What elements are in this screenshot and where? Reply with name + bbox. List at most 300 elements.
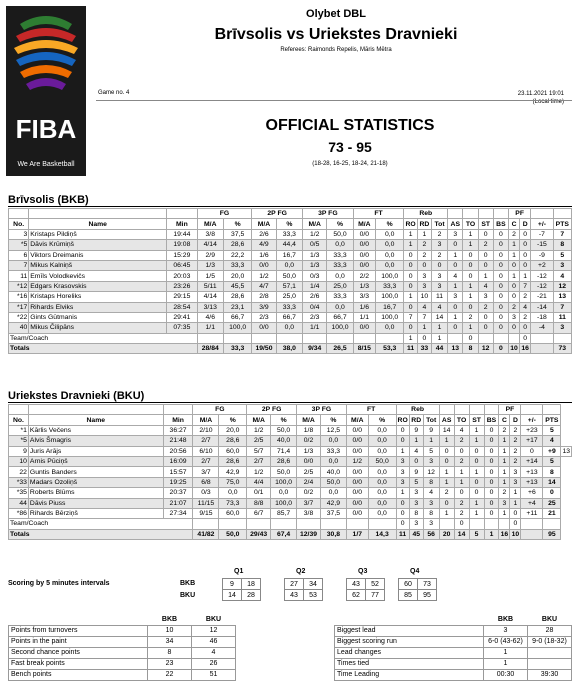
stat-cell: +11 bbox=[521, 508, 543, 518]
stat-cell: 6/7 bbox=[247, 508, 271, 518]
group-header: FG bbox=[197, 209, 252, 219]
stat-cell: 6/8 bbox=[193, 477, 219, 487]
stat-cell: 1/3 bbox=[197, 260, 223, 270]
game-header bbox=[100, 8, 572, 53]
interval-cell: 52 bbox=[366, 579, 385, 590]
stat-cell: 100,0 bbox=[376, 271, 404, 281]
player-row bbox=[9, 250, 572, 260]
stat-cell: Kristaps Horeliks bbox=[29, 292, 167, 302]
stat-cell: 36:27 bbox=[163, 425, 193, 435]
stat-cell: 2 bbox=[454, 508, 469, 518]
stat-cell: 0 bbox=[463, 250, 478, 260]
stat-cell bbox=[493, 333, 508, 343]
stat-cell: 1 bbox=[448, 250, 463, 260]
stat-cell: 1/2 bbox=[346, 456, 368, 466]
misc-value: 3 bbox=[484, 625, 528, 636]
stat-cell: 2/7 bbox=[193, 456, 219, 466]
stat-cell bbox=[499, 519, 510, 529]
col-blank bbox=[9, 405, 29, 415]
stat-cell: 1 bbox=[469, 508, 484, 518]
stat-cell: 2/6 bbox=[252, 229, 276, 239]
interval-cell: 73 bbox=[418, 579, 437, 590]
stat-cell: -4 bbox=[531, 323, 553, 333]
stat-cell: 0 bbox=[478, 323, 493, 333]
stat-cell: 4/14 bbox=[197, 292, 223, 302]
stat-cell: 11/15 bbox=[193, 498, 219, 508]
col-blank bbox=[521, 405, 543, 415]
stat-cell: 5 bbox=[543, 425, 561, 435]
group-header: FT bbox=[346, 405, 396, 415]
stat-cell: 3 bbox=[553, 260, 571, 270]
interval-cell: 53 bbox=[304, 590, 323, 601]
stat-cell bbox=[297, 519, 321, 529]
stat-cell: 0/0 bbox=[346, 508, 368, 518]
stat-cell: 28,6 bbox=[271, 456, 297, 466]
column-header: Name bbox=[29, 219, 167, 229]
stat-cell: 1/6 bbox=[252, 250, 276, 260]
stat-cell: 33,3 bbox=[327, 250, 353, 260]
stat-cell: -7 bbox=[531, 229, 553, 239]
stat-cell: 4 bbox=[448, 271, 463, 281]
column-header: % bbox=[219, 415, 247, 425]
stat-cell: 1 bbox=[499, 456, 510, 466]
stat-cell: Dāvis Krūmiņš bbox=[29, 240, 167, 250]
stat-cell: 6 bbox=[9, 250, 29, 260]
player-row bbox=[9, 281, 572, 291]
misc-header-blank bbox=[9, 614, 148, 625]
quarter-box bbox=[222, 578, 261, 601]
column-header: % bbox=[376, 219, 404, 229]
stat-cell: 11 bbox=[9, 271, 29, 281]
stat-cell bbox=[376, 333, 404, 343]
stat-cell: -14 bbox=[531, 302, 553, 312]
stat-cell: 0/0 bbox=[346, 446, 368, 456]
stat-cell: 0 bbox=[404, 271, 417, 281]
stat-cell: 29:41 bbox=[167, 312, 197, 322]
stat-cell: 16 bbox=[500, 530, 509, 538]
stat-cell: 0 bbox=[478, 250, 493, 260]
misc-label: Lead changes bbox=[335, 647, 484, 658]
stat-cell: 1 bbox=[463, 240, 478, 250]
stat-cell: 2 bbox=[439, 488, 454, 498]
stat-cell: 3 bbox=[396, 477, 409, 487]
stat-cell: 2 bbox=[417, 240, 431, 250]
stat-cell: 0/3 bbox=[303, 271, 327, 281]
column-header: RD bbox=[409, 415, 423, 425]
stat-cell: 12 bbox=[553, 281, 571, 291]
stat-cell: 0/0 bbox=[353, 260, 375, 270]
svg-text:We Are Basketball: We Are Basketball bbox=[17, 161, 75, 168]
totals-row bbox=[9, 529, 572, 539]
stat-cell: 20 bbox=[439, 529, 454, 539]
misc-header-blank bbox=[335, 614, 484, 625]
stat-cell: 9/34 bbox=[303, 344, 327, 354]
stat-cell: 14 bbox=[431, 312, 447, 322]
stat-cell: Kristaps Pildiņš bbox=[29, 229, 167, 239]
col-blank bbox=[448, 209, 463, 219]
stat-cell: 44 bbox=[9, 498, 29, 508]
stat-cell: 0,0 bbox=[368, 436, 396, 446]
stat-cell: 71,4 bbox=[271, 446, 297, 456]
stat-cell: 1 bbox=[431, 323, 447, 333]
stat-cell: 0/0 bbox=[346, 436, 368, 446]
stat-cell: 3 bbox=[417, 281, 431, 291]
stat-cell: 66,7 bbox=[223, 312, 251, 322]
stat-cell: 0 bbox=[469, 456, 484, 466]
stat-cell: 7 bbox=[553, 229, 571, 239]
stat-cell: 10 bbox=[9, 456, 29, 466]
quarter-box bbox=[284, 578, 323, 601]
column-header: ST bbox=[478, 219, 493, 229]
header-row-groups bbox=[9, 209, 572, 219]
stat-cell: *16 bbox=[9, 292, 29, 302]
stat-cell: 0 bbox=[493, 271, 508, 281]
stat-cell: 33,3 bbox=[320, 446, 346, 456]
col-blank bbox=[463, 209, 478, 219]
team-title-home: Brīvsolis (BKB) bbox=[8, 194, 89, 206]
stat-cell: 0 bbox=[493, 281, 508, 291]
misc-row bbox=[335, 625, 572, 636]
quarter-header: Q2 bbox=[296, 568, 306, 575]
player-row bbox=[9, 323, 572, 333]
column-header: +/- bbox=[521, 415, 543, 425]
stat-cell: 20:37 bbox=[163, 488, 193, 498]
stat-cell: 0 bbox=[520, 333, 531, 343]
stat-cell: 73,3 bbox=[219, 498, 247, 508]
stat-cell: *12 bbox=[9, 281, 29, 291]
stat-cell bbox=[320, 519, 346, 529]
fiba-logo-graphic bbox=[6, 6, 86, 176]
stat-cell: 2 bbox=[499, 488, 510, 498]
stat-cell: 40 bbox=[9, 323, 29, 333]
stat-cell: 0/3 bbox=[193, 488, 219, 498]
stat-cell: 21:07 bbox=[163, 498, 193, 508]
stat-cell bbox=[252, 333, 276, 343]
stat-cell: 5 bbox=[469, 529, 484, 539]
stat-cell: 1/3 bbox=[297, 446, 321, 456]
stat-cell: 5/7 bbox=[247, 446, 271, 456]
stat-cell: +4 bbox=[521, 498, 543, 508]
col-blank bbox=[553, 209, 571, 219]
header-divider bbox=[96, 100, 572, 101]
stat-cell: 25 bbox=[543, 498, 561, 508]
stat-cell: 2 bbox=[510, 446, 521, 456]
stat-cell: 0,0 bbox=[271, 488, 297, 498]
column-header: PTS bbox=[543, 415, 561, 425]
stat-cell: 57,1 bbox=[276, 281, 302, 291]
stat-cell: 15:29 bbox=[167, 250, 197, 260]
stat-cell: 2 bbox=[454, 498, 469, 508]
stat-cell: 0,0 bbox=[376, 323, 404, 333]
stat-cell bbox=[531, 333, 553, 343]
stat-cell: Madars Ozoliņš bbox=[28, 477, 163, 487]
misc-stats-left bbox=[8, 614, 236, 681]
stat-cell bbox=[271, 519, 297, 529]
stat-cell: 37,5 bbox=[223, 229, 251, 239]
team-coach-row bbox=[9, 519, 572, 529]
stat-cell: 1 bbox=[463, 281, 478, 291]
column-header: No. bbox=[9, 415, 29, 425]
interval-cell: 27 bbox=[285, 579, 304, 590]
stat-cell: 0 bbox=[448, 260, 463, 270]
player-row bbox=[9, 292, 572, 302]
stat-cell: 1/1 bbox=[303, 323, 327, 333]
stat-cell: 12 bbox=[478, 344, 493, 354]
column-header: TO bbox=[463, 219, 478, 229]
stat-cell: 3 bbox=[396, 467, 409, 477]
stat-cell: 1/8 bbox=[297, 425, 321, 435]
misc-row bbox=[9, 647, 236, 658]
stat-cell: 0 bbox=[493, 302, 508, 312]
stat-cell: 33,3 bbox=[276, 229, 302, 239]
document-title: OFFICIAL STATISTICS bbox=[265, 117, 435, 134]
stat-cell: Juris Arājs bbox=[28, 446, 163, 456]
stat-cell: 3/9 bbox=[252, 302, 276, 312]
stat-cell: +14 bbox=[521, 456, 543, 466]
stat-cell: 0 bbox=[396, 508, 409, 518]
stat-cell: 2 bbox=[520, 312, 531, 322]
misc-header: BKU bbox=[528, 614, 572, 625]
stat-cell: 100,0 bbox=[271, 498, 297, 508]
group-header: FG bbox=[193, 405, 247, 415]
stat-cell: 50,0 bbox=[271, 467, 297, 477]
stat-cell: 0/0 bbox=[252, 323, 276, 333]
misc-value: 51 bbox=[192, 669, 236, 680]
stat-cell: 14,3 bbox=[368, 529, 396, 539]
stat-cell: 0,0 bbox=[368, 446, 396, 456]
stat-cell: 11 bbox=[553, 312, 571, 322]
col-blank bbox=[439, 405, 454, 415]
stat-cell: 0 bbox=[478, 260, 493, 270]
player-row bbox=[9, 312, 572, 322]
stat-cell: 0,0 bbox=[327, 302, 353, 312]
stat-cell: 4/6 bbox=[197, 312, 223, 322]
column-header: % bbox=[223, 219, 251, 229]
stat-cell: 15:57 bbox=[163, 467, 193, 477]
group-header: Reb bbox=[396, 405, 439, 415]
stat-cell: 1 bbox=[499, 477, 510, 487]
misc-row bbox=[335, 647, 572, 658]
stat-cell: Guntis Banders bbox=[28, 467, 163, 477]
stat-cell: 1/1 bbox=[197, 323, 223, 333]
stat-cell: 0 bbox=[484, 467, 499, 477]
stat-cell bbox=[353, 333, 375, 343]
stat-cell: 45,5 bbox=[223, 281, 251, 291]
stat-cell: 3 bbox=[423, 519, 439, 529]
column-header: M/A bbox=[252, 219, 276, 229]
stat-cell bbox=[197, 333, 223, 343]
stat-cell: 1 bbox=[469, 436, 484, 446]
stat-cell: 5 bbox=[409, 477, 423, 487]
stat-cell bbox=[448, 333, 463, 343]
interval-row bbox=[223, 590, 261, 601]
stat-cell: 0,0 bbox=[320, 488, 346, 498]
stat-cell: 41/82 bbox=[193, 529, 219, 539]
column-header: BS bbox=[484, 415, 499, 425]
stat-cell: 3 bbox=[409, 498, 423, 508]
stat-cell: -9 bbox=[531, 250, 553, 260]
stat-cell: 23,1 bbox=[223, 302, 251, 312]
stat-cell: 5 bbox=[423, 446, 439, 456]
player-row bbox=[9, 508, 572, 518]
stat-cell: 0 bbox=[493, 260, 508, 270]
stat-cell: Edgars Krasovskis bbox=[29, 281, 167, 291]
matchup-title: Brīvsolis vs Uriekstes Dravnieki bbox=[214, 26, 458, 43]
stat-cell: 1 bbox=[510, 488, 521, 498]
stat-cell: 3 bbox=[431, 271, 447, 281]
column-header: D bbox=[510, 415, 521, 425]
stat-cell: 1 bbox=[469, 467, 484, 477]
player-row bbox=[9, 446, 572, 456]
misc-value: 6-0 (43-62) bbox=[484, 636, 528, 647]
group-header: Reb bbox=[404, 209, 448, 219]
stat-cell: 2/6 bbox=[303, 292, 327, 302]
stat-cell: 42,9 bbox=[219, 467, 247, 477]
stat-cell: *17 bbox=[9, 302, 29, 312]
stat-cell: 06:45 bbox=[167, 260, 197, 270]
stat-cell: 8 bbox=[553, 240, 571, 250]
stat-cell: 2/3 bbox=[252, 312, 276, 322]
stat-cell: 27:34 bbox=[163, 508, 193, 518]
stat-cell: 0 bbox=[396, 425, 409, 435]
stat-cell: 0,0 bbox=[327, 271, 353, 281]
stat-cell: 3/8 bbox=[197, 229, 223, 239]
column-header: % bbox=[327, 219, 353, 229]
stat-cell: 1 bbox=[409, 436, 423, 446]
stat-cell: 75,0 bbox=[219, 477, 247, 487]
stat-cell: +9 bbox=[543, 446, 561, 456]
stat-cell: 1 bbox=[499, 508, 510, 518]
stat-cell: 2/4 bbox=[297, 477, 321, 487]
stat-cell: 0 bbox=[484, 436, 499, 446]
stat-cell: 1 bbox=[404, 229, 417, 239]
stat-cell: 2 bbox=[508, 229, 519, 239]
stat-cell: 28,6 bbox=[223, 240, 251, 250]
stat-cell: 8 bbox=[423, 477, 439, 487]
stat-cell: 0/0 bbox=[353, 323, 375, 333]
stat-cell: 9 bbox=[9, 446, 29, 456]
stat-cell: 45 bbox=[409, 529, 423, 539]
stat-cell: 2 bbox=[478, 302, 493, 312]
box-score-home bbox=[8, 208, 572, 354]
game-datetime bbox=[518, 90, 564, 106]
stat-cell: 4 bbox=[543, 436, 561, 446]
stat-cell bbox=[327, 333, 353, 343]
interval-cell: 43 bbox=[347, 579, 366, 590]
stat-cell: 0,0 bbox=[376, 250, 404, 260]
group-header: FT bbox=[353, 209, 404, 219]
misc-value: 28 bbox=[528, 625, 572, 636]
stat-cell: 66,7 bbox=[276, 312, 302, 322]
stat-cell: 1 bbox=[499, 446, 510, 456]
stat-cell: Team/Coach bbox=[9, 333, 198, 343]
quarter-header: Q1 bbox=[234, 568, 244, 575]
stat-cell: 1 bbox=[463, 323, 478, 333]
final-score: 73 - 95 bbox=[328, 139, 372, 155]
player-row bbox=[9, 260, 572, 270]
misc-label: Time Leading bbox=[335, 669, 484, 680]
stat-cell: 0 bbox=[510, 508, 521, 518]
stat-cell bbox=[193, 519, 219, 529]
stat-cell: 1/5 bbox=[197, 271, 223, 281]
stat-cell: +13 bbox=[521, 477, 543, 487]
stat-cell: 0 bbox=[493, 292, 508, 302]
stat-cell: 0 bbox=[520, 250, 531, 260]
stat-cell: 0 bbox=[404, 250, 417, 260]
stat-cell: 3/8 bbox=[297, 508, 321, 518]
stat-cell: *33 bbox=[9, 477, 29, 487]
stat-cell: 50,0 bbox=[327, 229, 353, 239]
stat-cell: 4 bbox=[478, 281, 493, 291]
stat-cell: Kārlis Večens bbox=[28, 425, 163, 435]
stat-cell: 0,0 bbox=[327, 240, 353, 250]
column-header: M/A bbox=[297, 415, 321, 425]
column-header: Tot bbox=[431, 219, 447, 229]
stat-cell: 66,7 bbox=[327, 312, 353, 322]
stat-cell: 0 bbox=[508, 260, 519, 270]
misc-header-row bbox=[9, 614, 236, 625]
stat-cell: 11 bbox=[396, 529, 409, 539]
stat-cell: 0 bbox=[508, 323, 519, 333]
team-divider-away bbox=[8, 402, 572, 403]
stat-cell: 1 bbox=[404, 240, 417, 250]
stat-cell: 0 bbox=[520, 240, 531, 250]
misc-value: 4 bbox=[192, 647, 236, 658]
stat-cell: 0 bbox=[521, 446, 543, 456]
stat-cell: 13 bbox=[448, 344, 463, 354]
stat-cell: 0,0 bbox=[376, 260, 404, 270]
stat-cell: 3 bbox=[553, 323, 571, 333]
misc-row bbox=[335, 658, 572, 669]
col-blank bbox=[478, 209, 493, 219]
stat-cell: 10 bbox=[511, 530, 520, 538]
stat-cell: 100,0 bbox=[223, 323, 251, 333]
column-header: M/A bbox=[247, 415, 271, 425]
player-row bbox=[9, 456, 572, 466]
misc-value: 1 bbox=[484, 658, 528, 669]
interval-cell: 77 bbox=[366, 590, 385, 601]
player-row bbox=[9, 302, 572, 312]
stat-cell: 1 bbox=[448, 312, 463, 322]
stat-cell: 1 bbox=[469, 498, 484, 508]
stat-cell: 0 bbox=[469, 488, 484, 498]
stat-cell: Mikus Kalniņš bbox=[29, 260, 167, 270]
interval-cell: 62 bbox=[347, 590, 366, 601]
stat-cell: 3 bbox=[510, 477, 521, 487]
column-header: No. bbox=[9, 219, 29, 229]
date-time: 23.11.2021 19:01 bbox=[517, 91, 564, 97]
stat-cell: 0 bbox=[409, 456, 423, 466]
stat-cell: 1 bbox=[508, 271, 519, 281]
misc-value: 39:30 bbox=[528, 669, 572, 680]
group-header: PF bbox=[499, 405, 521, 415]
stat-cell: +17 bbox=[521, 436, 543, 446]
stat-cell: 2 bbox=[417, 250, 431, 260]
player-row bbox=[9, 488, 572, 498]
stat-cell: 25,0 bbox=[276, 292, 302, 302]
stat-cell: 07:35 bbox=[167, 323, 197, 333]
column-header: ST bbox=[469, 415, 484, 425]
stat-cell: 8 bbox=[463, 344, 478, 354]
stat-cell: 50,0 bbox=[276, 271, 302, 281]
stat-cell: 22 bbox=[9, 467, 29, 477]
stat-cell: 19:25 bbox=[163, 477, 193, 487]
header-row-groups bbox=[9, 405, 572, 415]
stat-cell: 1 bbox=[404, 292, 417, 302]
stat-cell: 1 bbox=[396, 488, 409, 498]
stat-cell: 2 bbox=[520, 292, 531, 302]
column-header: % bbox=[271, 415, 297, 425]
